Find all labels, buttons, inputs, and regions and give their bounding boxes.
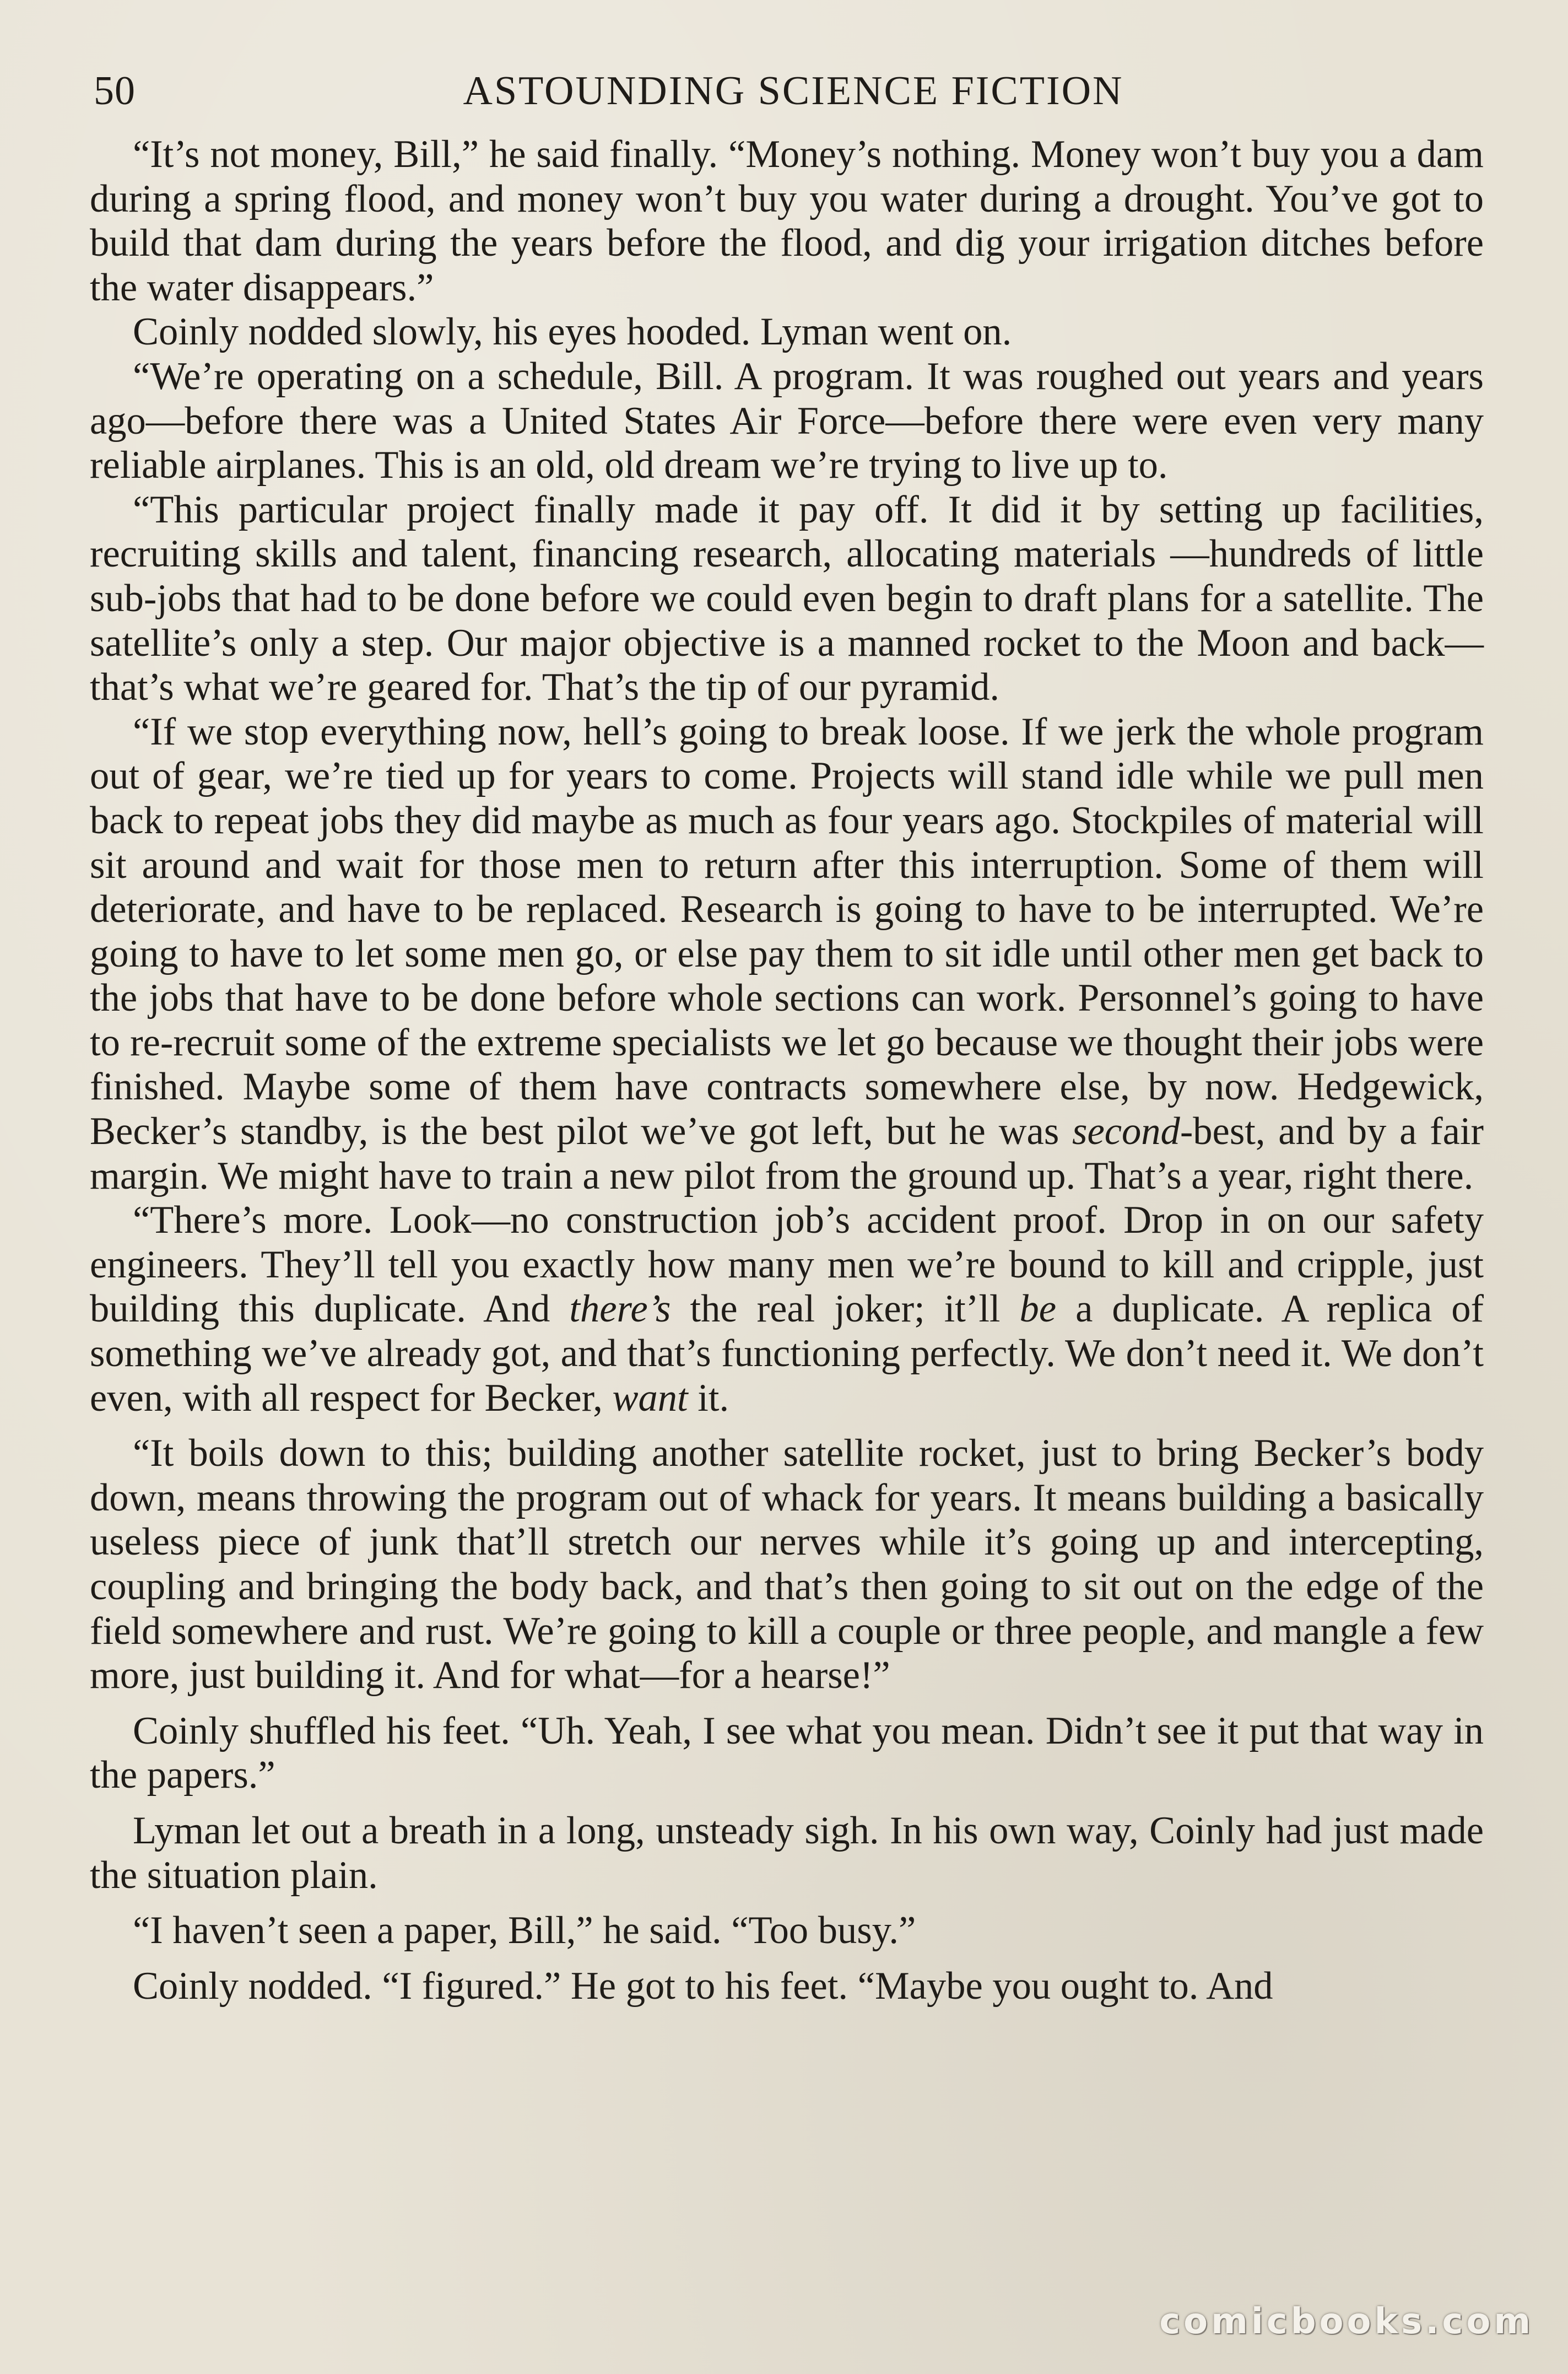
paragraph-5-text: “If we stop everything now, hell’s going to break loose. If we jerk the whole program out of gear, we’re tied up for years to come. Projects will stand idle while we pull men back to repeat jobs they did maybe as much as four years ago. Stockpiles of material will sit around and wait for those men to return after this interruption. Some of them will deteriorate, and have to be replaced. Research is going to have to be interrupted. We’re going to have to let some men go, or else pay them to sit idle until other men get back to the jobs that have to be done before whole sections can work. Personnel’s going to have to re-recruit some of the extreme specialists we let go because we thought their jobs were finished. Maybe some of them have contracts somewhere else, by now. Hedgewick, Becker’s standby, is the best pilot we’ve got left, but he was (90, 710, 1484, 1153)
body-text (90, 132, 1484, 2008)
page-number: 50 (94, 68, 136, 114)
paragraph-4: “This particular project finally made it pay off. It did it by setting up facilities, recruiting skills and talent, financing research, allocating materials —hundreds of little sub-jobs that had to be done before we could even begin to draft plans for a satellite. The satellite’s only a step. Our major objective is a manned rocket to the Moon and back—that’s what we’re geared for. That’s the tip of our pyramid. (90, 488, 1484, 709)
paragraph-2: Coinly nodded slowly, his eyes hooded. Lyman went on. (133, 310, 1012, 354)
paragraph-5 (90, 710, 1484, 1199)
paragraph-5-rest: -best, and by a fair margin. We might have to train a new pilot from the ground up. That’s a year, right there. (90, 1110, 1484, 1197)
watermark-logo: comicbooks.com (1159, 2301, 1534, 2342)
emphasis-be: be (1019, 1287, 1057, 1331)
emphasis-theres: there’s (569, 1287, 671, 1331)
paragraph-8: Coinly shuffled his feet. “Uh. Yeah, I see what you mean. Didn’t see it put that way in the papers.” (90, 1709, 1484, 1797)
paragraph-3: “We’re operating on a schedule, Bill. A program. It was roughed out years and years ago—before there was a United States Air Force—before there were even very many reliable airplanes. This is an old, old dream we’re trying to live up to. (90, 354, 1484, 487)
paragraph-11: Coinly nodded. “I figured.” He got to his feet. “Maybe you ought to. And (133, 1964, 1273, 2008)
paragraph-6-text: “There’s more. Look—no construction job’s accident proof. Drop in on our safety engineers. They’ll tell you exactly how many men we’re bound to kill and cripple, just building this duplicate. And (90, 1199, 1484, 1331)
page-header (94, 61, 1493, 121)
paragraph-6-end: it. (688, 1376, 729, 1420)
paragraph-6-mid: the real joker; it’ll (671, 1287, 1020, 1331)
paragraph-6 (90, 1198, 1484, 1420)
emphasis-want: want (612, 1376, 688, 1420)
paragraph-1: “It’s not money, Bill,” he said finally. “Money’s nothing. Money won’t buy you a dam during a spring flood, and money won’t buy you water during a drought. You’ve got to build that dam during the years before the flood, and dig your irrigation ditches before the water disappears.” (90, 133, 1484, 309)
paragraph-7: “It boils down to this; building another satellite rocket, just to bring Becker’s body down, means throwing the program out of whack for years. It means building a basically useless piece of junk that’ll stretch our nerves while it’s going up and intercepting, coupling and bringing the body back, and that’s then going to sit out on the edge of the field somewhere and rust. We’re going to kill a couple or three people, and mangle a few more, just building it. And for what—for a hearse!” (90, 1432, 1484, 1697)
emphasis-second: second (1072, 1110, 1180, 1153)
running-title: ASTOUNDING SCIENCE FICTION (463, 68, 1124, 114)
paragraph-9: Lyman let out a breath in a long, unsteady sigh. In his own way, Coinly had just made the situation plain. (90, 1809, 1484, 1897)
paragraph-10: “I haven’t seen a paper, Bill,” he said. “Too busy.” (133, 1909, 916, 1952)
paragraph-6-mid2: a duplicate. A replica of something we’ve already got, and that’s functioning perfectly. We don’t need it. We don’t even, with all respect for Becker, (90, 1287, 1484, 1420)
